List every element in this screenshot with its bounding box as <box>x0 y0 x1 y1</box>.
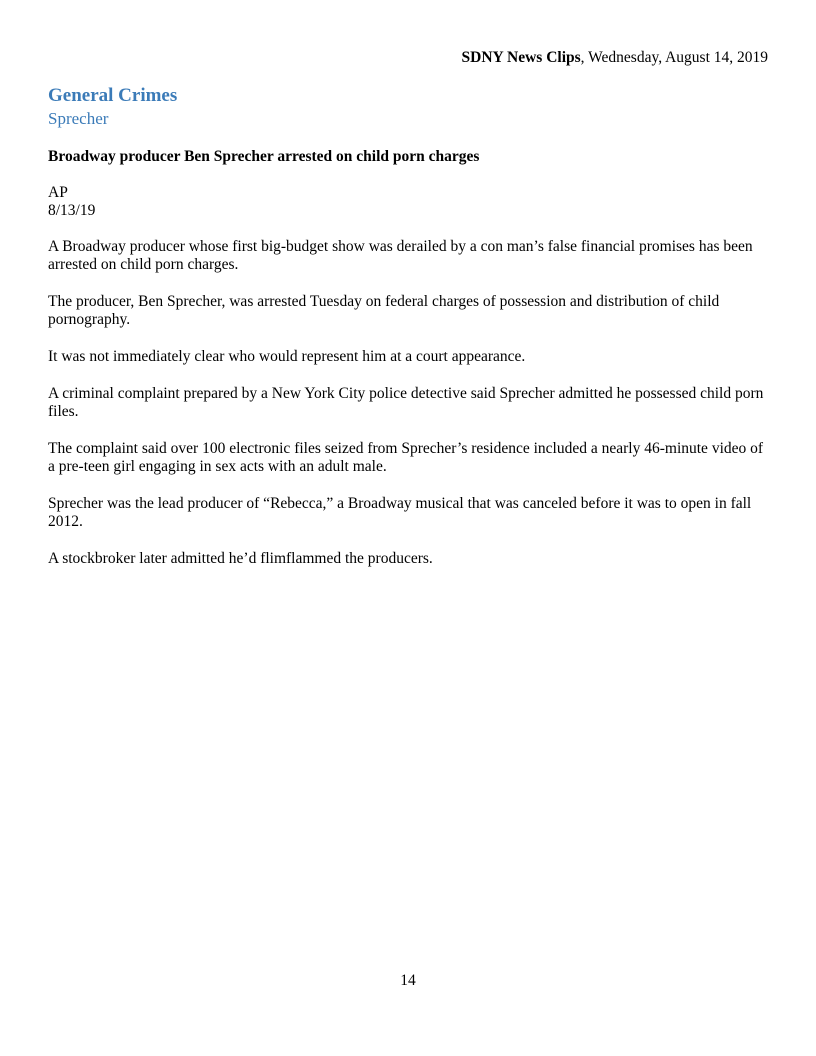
article-source: AP <box>48 184 68 201</box>
article-paragraph: A stockbroker later admitted he’d flimflammed the producers. <box>48 550 433 567</box>
header-date: , Wednesday, August 14, 2019 <box>580 49 768 66</box>
article-paragraph: The producer, Ben Sprecher, was arrested Tuesday on federal charges of possession and distribution of child pornography. <box>48 293 720 328</box>
article <box>48 148 770 587</box>
subsection-title: Sprecher <box>48 109 109 128</box>
page-header <box>462 49 768 67</box>
article-paragraph: A Broadway producer whose first big-budget show was derailed by a con man’s false financial promises has been arrested on child porn charges. <box>48 238 753 273</box>
article-paragraph: A criminal complaint prepared by a New York City police detective said Sprecher admitted he possessed child porn files. <box>48 385 764 420</box>
section-title: General Crimes <box>48 85 178 106</box>
article-paragraph: Sprecher was the lead producer of “Rebecca,” a Broadway musical that was canceled before it was to open in fall 2012. <box>48 495 752 530</box>
publication-name: SDNY News Clips <box>461 49 581 66</box>
article-paragraph: It was not immediately clear who would represent him at a court appearance. <box>48 348 526 365</box>
article-date: 8/13/19 <box>48 202 96 219</box>
article-paragraph: The complaint said over 100 electronic files seized from Sprecher’s residence included a nearly 46-minute video of a pre-teen girl engaging in sex acts with an adult male. <box>48 440 764 475</box>
article-headline: Broadway producer Ben Sprecher arrested on child porn charges <box>48 148 480 165</box>
page-number: 14 <box>400 972 416 989</box>
